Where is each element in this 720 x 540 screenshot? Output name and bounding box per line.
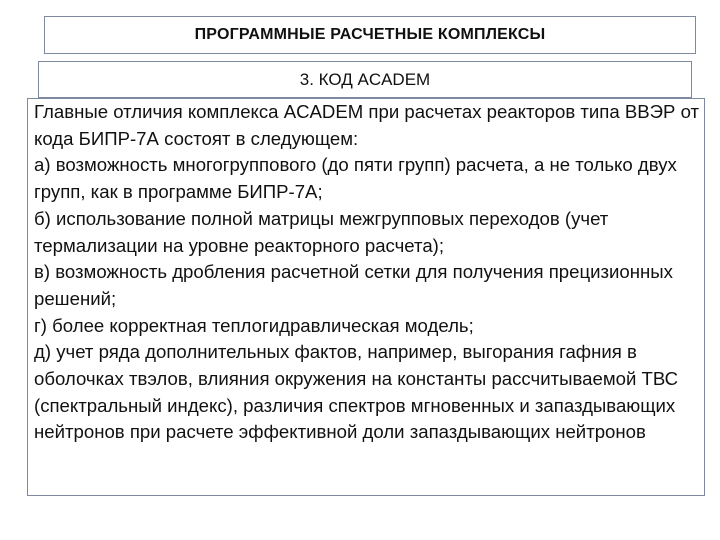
slide-subtitle: 3. КОД ACADEM <box>299 69 431 89</box>
body-paragraph-c: в) возможность дробления расчетной сетки для получения прецизионных решений; <box>34 261 673 309</box>
slide-subtitle-box <box>38 61 692 98</box>
body-paragraph-intro: Главные отличия комплекса ACADEM при расчетах реакторов типа ВВЭР от кода БИПР-7А состоят в следующем: <box>34 101 700 149</box>
body-paragraph-b: б) использование полной матрицы межгрупповых переходов (учет термализации на уровне реакторного расчета); <box>34 207 609 256</box>
body-paragraph-e: д) учет ряда дополнительных фактов, например, выгорания гафния в оболочках твэлов, влияния окружения на константы рассчитываемой ТВС (спектральный индекс), различия спектров мгновенных и запаздывающих нейтронов при расчете эффективной доли запаздывающих нейтронов <box>34 341 679 443</box>
body-paragraph-a: а) возможность многогруппового (до пяти групп) расчета, а не только двух групп, как в программе БИПР-7А; <box>34 154 677 203</box>
slide-title-box <box>44 16 696 54</box>
slide-body-box <box>27 98 705 496</box>
body-paragraph-d: г) более корректная теплогидравлическая модель; <box>34 314 474 336</box>
slide-title: ПРОГРАММНЫЕ РАСЧЕТНЫЕ КОМПЛЕКСЫ <box>194 26 546 43</box>
